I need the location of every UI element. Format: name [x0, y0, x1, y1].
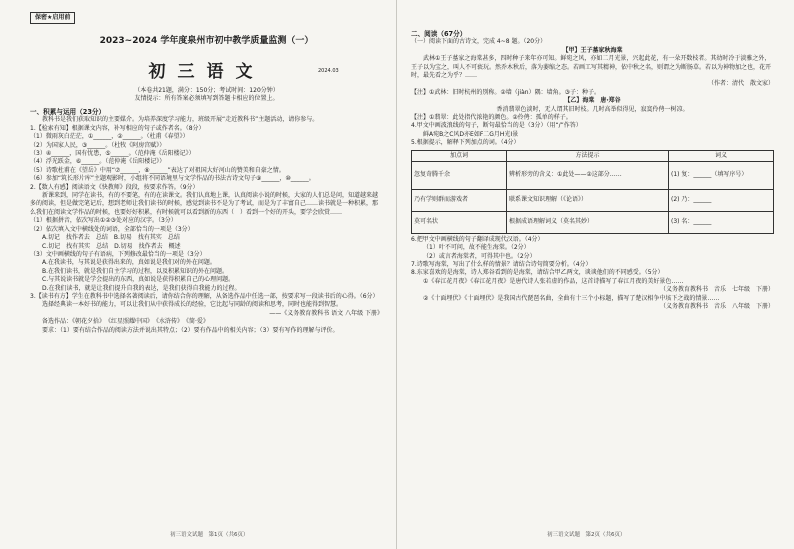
q3-options: 备选作品：《朝花夕拾》 《红星照耀中国》 《水浒传》 《简·爱》: [42, 318, 209, 326]
q2-passage: 新课来到，同学在读书，有的不要笔，有的在读课文。我们认真地上课，认真阅读小说的时候，大家的人们总是问，知道越来越多的阅读，但是做完笔记后，想到老师让我们读书的时候，感觉到读书不是为了考试，而是为了丰富自己……读书就是一种积累，那么我们在阅读文学作品的时候，也要好好积累，有时候就可以看到新的东西（ ）看到一个好的开头，要学会欣赏……: [30, 192, 379, 216]
table-header-row: [412, 150, 774, 161]
table-cell: (1) 复：______（填写序号）: [669, 161, 774, 189]
q2-option: D.在我们读书，就是让我们提升自我的表达，是我们获得自我能力的过程。: [42, 284, 241, 292]
question-3-heading: 3.【读书有方】学生在教科书中选择名著阅读后，请你结合你的理解，从备选作品中任选一部，按要求写一段读书后的心得。（6分）: [30, 292, 379, 300]
exam-meta: （本卷共21题，满分：150分；考试时间：120分钟）: [134, 87, 279, 94]
note-b: 【注】①翡翠：此处指代浓艳的颜色。②伶俜：孤单的样子。: [411, 114, 572, 122]
q6-sub: （2）或言者海棠者，可得其中也。（2分）: [423, 252, 536, 260]
passage-a: 武林①王子墓家之海棠甚多，四时种子来年亦可知。鲜宛之风，亦如二月光景，兴起此花，有一朵开数枝者。其幼时冷于淡雅之外，王子以为宝之，叫人不可亵玩。然乔木秋后，落为萎缩之态。若画工写其精神，依中秋之名，则谓之为断肠草。若以为神物加之也，花开时，最先看之为乎？……: [411, 55, 772, 80]
section-heading: 一、积累与运用（23分）: [30, 108, 106, 116]
q1-line: （1）微雨灰白茫茫，①______，②______。（杜甫《春望》）: [30, 133, 189, 141]
q1-line: （4）浮光跃金，⑥______。（范仲淹《岳阳楼记》）: [30, 158, 166, 166]
q8-item: ②《十面埋伏》《十面埋伏》是我国古代琵琶名曲，全曲有十三个小标题，描写了楚汉相争中垓下之战的情景……: [423, 294, 720, 302]
table-cell: (2) 乃：______: [669, 189, 774, 211]
question-1-heading: 1.【检索有知】根据课文内容，补写相应的句子或作者名。（8分）: [30, 124, 205, 132]
q1-line: （3）④______，国有忧患，⑤______。（范仲淹《岳阳楼记》）: [30, 150, 195, 158]
table-cell: 乃有学则群而游戏者: [412, 189, 507, 211]
q3-passage: 选择经典读一本好书的能力，可以让我们从中获得成长的经验，它比起与同龄的阅读和思考，同时也能得到智慧。: [42, 301, 343, 309]
q2-sub: C.切记 找有其实 总结 D.切易 找作者去 概述: [42, 242, 181, 250]
table-cell: 辨析形旁的含义：①此处——②这部分……: [507, 161, 669, 189]
section-heading: 二、阅读（67分）: [411, 30, 467, 38]
table-row: [412, 161, 774, 189]
page-footer-left: 初三语文试题 第1页（共6页）: [170, 531, 249, 538]
q3-source: ——《义务教育教科书 语文 八年级 下册》: [269, 309, 383, 317]
table-row: [412, 189, 774, 211]
q1-line: （2）为国家人民，③______。（杜牧《阿房宫赋》）: [30, 141, 166, 149]
question-4: 4.甲文中画波浪线的句子，断句最恰当的是（3分）（用“/”作答）: [411, 122, 582, 130]
q8-item-source: （义务教育教科书 音乐 七年级 下册）: [659, 286, 774, 294]
vocab-table: [411, 150, 774, 234]
q2-sub: A.切记 找作者去 总结 B.切易 找有其实 总结: [42, 234, 180, 242]
question-8: 8.东家喜欢的是海棠，诗人郑谷看到的是海棠，请结合甲乙两文，谈谈他们的不同感受。（5分）: [411, 269, 664, 277]
part-1-heading: （一）阅读下面的古诗文，完成 4~8 题。（20分）: [411, 38, 547, 46]
passage-a-title: 【甲】王子墓家秋海棠: [562, 46, 623, 54]
section-2: [411, 30, 774, 311]
q3-requirements: 要求：（1）要有结合作品的阅读方法并说出其特点；（2）要有作品中的相关内容；（3）要有写作的理解与评价。: [42, 326, 339, 334]
q6-sub: （1）叶不可问，故不能生海棠。（2分）: [423, 244, 530, 252]
exam-date: 2024.03: [318, 68, 339, 74]
table-cell: 根据成语理解词义（莫名其妙）: [507, 211, 669, 233]
passage-a-note: （作者：清代 散文家）: [707, 80, 774, 88]
q2-sub: （1）根据拼音，依次写出①②③处对应的汉字。（3分）: [30, 217, 177, 225]
table-row: [412, 211, 774, 233]
table-header-cell: 词义: [669, 150, 774, 161]
confidential-badge: 保密★启用前: [30, 12, 75, 24]
q8-item: ①《春江花月夜》《春江花月夜》是唐代诗人张若虚的作品，这首诗描写了春江月夜的美好景色……: [423, 277, 684, 285]
passage-b: 香消翡翠色淡时，无人谓其旧时枝。几时高举似得见，寂寞伶俜一树凉。: [496, 105, 689, 113]
page-footer-right: 初三语文试题 第2页（共6页）: [547, 531, 626, 538]
subject-title: 初三语文: [148, 62, 265, 82]
table-cell: 忽复奇腾千余: [412, 161, 507, 189]
passage-b-title: 【乙】海棠 唐·郑谷: [564, 97, 621, 105]
note-a: 【注】①武林：旧时杭州的别称。②墙（jiàn）隅：墙角。③子：种子。: [411, 88, 600, 96]
question-6: 6.把甲文中画横线的句子翻译成现代汉语。（4分）: [411, 235, 544, 243]
table-cell: (3) 名：______: [669, 211, 774, 233]
q2-sub: （3）文中画横线的句子有语病，下列修改最恰当的一项是（3分）: [30, 250, 206, 258]
q2-option: C.与其说读书就是学会提出的东西，真如说是获得积累自己的心理问题。: [42, 276, 235, 284]
question-5: 5.根据提示，解释下列加点的词。（4分）: [411, 139, 520, 147]
section-intro: 教科书是我们获取知识的主要媒介。为培养深度学习能力，班级开展“走近教科书”主题活动，请你参与。: [42, 116, 319, 124]
exam-notice: 友情提示：所有答案必须填写到答题卡相应的位置上。: [134, 95, 279, 102]
q2-option: A.在我读书，与其说是获得出来的，真如说是我们对的外在问题。: [42, 259, 216, 267]
table-cell: 联系课文知识理解（《论语》）: [507, 189, 669, 211]
question-2-heading: 2.【数人有感】阅读语文《快教师》段段，按要求作答。（9分）: [30, 183, 199, 191]
q1-line: （5）诗歌杜甫在《望岳》中用“⑦______，⑧______”表达了对祖国大好河山的赞美和自豪之情。: [30, 166, 285, 174]
q8-source: （义务教育教科书 音乐 八年级 下册）: [659, 302, 774, 310]
question-7: 7.诗歌写海棠，写出了什么样的情景？请结合诗句简要分析。（4分）: [411, 260, 592, 268]
exam-title: 2023~2024 学年度泉州市初中教学质量监测（一）: [99, 36, 314, 46]
q4-sentence: 鲜A宛B之C风D亦E如F二G月H光I景: [423, 130, 519, 138]
table-header-cell: 加点词: [412, 150, 507, 161]
table-cell: 莫可名状: [412, 211, 507, 233]
q2-sub: （2）依次填入文中横线处的词语，全部恰当的一项是（3分）: [30, 225, 194, 233]
table-header-cell: 方法提示: [507, 150, 669, 161]
section-1: [30, 108, 383, 335]
q2-option: B.在我们读书，就是我们自主学习的过程，以及积累知识的外在问题。: [42, 267, 229, 275]
page-right: [397, 0, 794, 549]
q1-line: （6）参加“筑长形片库”主题观影时，小组将不同语境里与文学作品的书法古诗文句子⑨______，⑩______。: [30, 175, 315, 183]
